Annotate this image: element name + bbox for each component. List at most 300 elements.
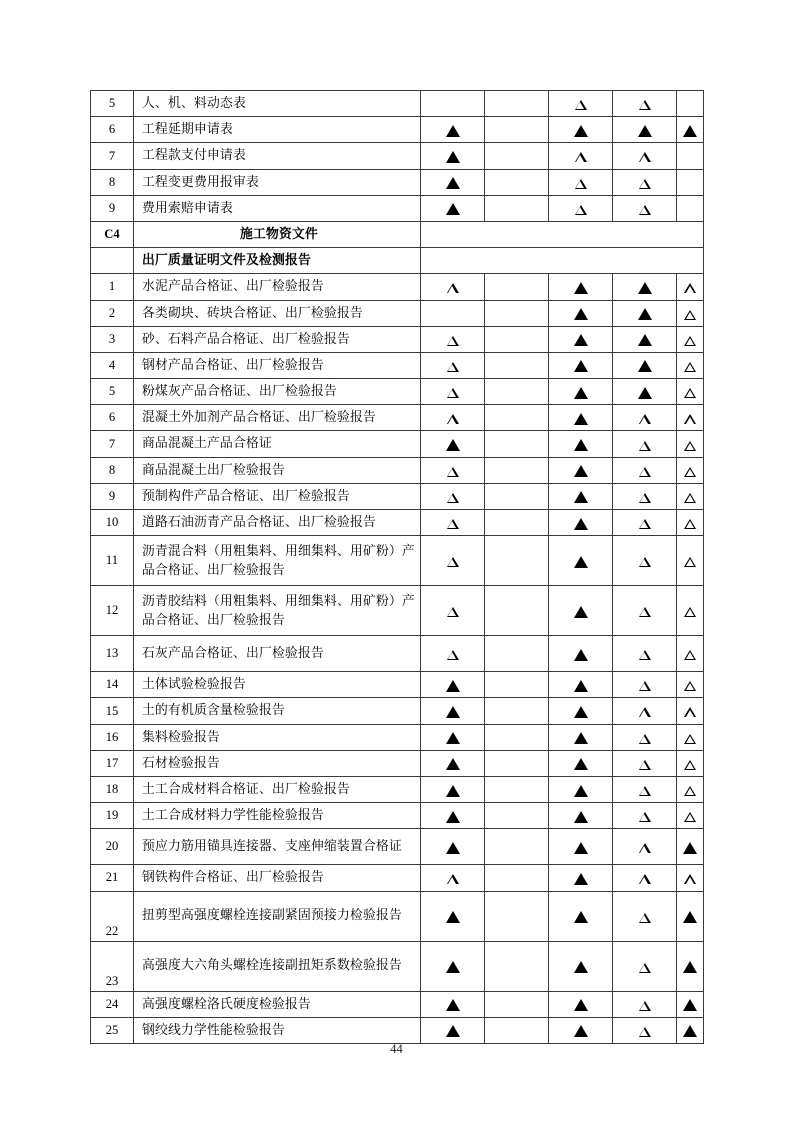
row-number-cell: 3 <box>91 326 134 352</box>
filled-triangle-icon <box>574 282 588 294</box>
open-triangle-icon <box>447 362 459 372</box>
symbol-cell <box>485 91 549 117</box>
filled-triangle-icon <box>574 360 588 372</box>
open-triangle-icon <box>575 205 587 215</box>
open-triangle-icon <box>684 388 696 398</box>
row-title-cell: 各类砌块、砖块合格证、出厂检验报告 <box>134 300 421 326</box>
table-row <box>91 803 704 829</box>
symbol-cell <box>549 143 613 169</box>
open-triangle-icon <box>684 650 696 660</box>
filled-triangle-icon <box>446 732 460 744</box>
symbol-cell <box>421 117 485 143</box>
table-row <box>91 941 704 991</box>
symbol-cell <box>485 379 549 405</box>
symbol-cell <box>677 1017 704 1043</box>
filled-triangle-icon <box>446 1025 460 1037</box>
filled-triangle-icon <box>574 706 588 718</box>
symbol-cell <box>613 143 677 169</box>
symbol-cell <box>549 941 613 991</box>
symbol-cell <box>613 195 677 221</box>
filled-triangle-icon <box>574 518 588 530</box>
open-triangle-icon <box>684 414 696 424</box>
symbol-cell <box>613 672 677 698</box>
row-number-cell: 1 <box>91 274 134 300</box>
filled-triangle-icon <box>638 334 652 346</box>
row-title-cell: 施工物资文件 <box>134 221 421 247</box>
section-blank-cell <box>421 221 704 247</box>
symbol-cell <box>485 169 549 195</box>
table-row <box>91 698 704 724</box>
symbol-cell <box>613 117 677 143</box>
symbol-cell <box>613 586 677 636</box>
symbol-cell <box>613 891 677 941</box>
open-triangle-icon <box>639 441 651 451</box>
row-number-cell: 25 <box>91 1017 134 1043</box>
row-number-cell: 6 <box>91 405 134 431</box>
row-number-cell: 4 <box>91 352 134 378</box>
open-triangle-icon <box>575 100 587 110</box>
open-triangle-icon <box>447 414 459 424</box>
open-triangle-icon <box>639 100 651 110</box>
symbol-cell <box>549 636 613 672</box>
table-row <box>91 117 704 143</box>
row-title-cell: 土体试验检验报告 <box>134 672 421 698</box>
symbol-cell <box>549 776 613 802</box>
table-row <box>91 891 704 941</box>
symbol-cell <box>485 457 549 483</box>
symbol-cell <box>613 1017 677 1043</box>
symbol-cell <box>677 326 704 352</box>
filled-triangle-icon <box>574 465 588 477</box>
open-triangle-icon <box>684 607 696 617</box>
open-triangle-icon <box>447 519 459 529</box>
table-row <box>91 750 704 776</box>
row-number-cell: C4 <box>91 221 134 247</box>
row-number-cell: 24 <box>91 991 134 1017</box>
symbol-cell <box>613 698 677 724</box>
row-number-cell: 19 <box>91 803 134 829</box>
symbol-cell <box>613 352 677 378</box>
row-number-cell: 10 <box>91 510 134 536</box>
open-triangle-icon <box>684 557 696 567</box>
filled-triangle-icon <box>638 125 652 137</box>
symbol-cell <box>549 724 613 750</box>
table-row <box>91 536 704 586</box>
symbol-cell <box>549 274 613 300</box>
construction-materials-document-table <box>90 90 704 1044</box>
symbol-cell <box>677 352 704 378</box>
symbol-cell <box>485 991 549 1017</box>
symbol-cell <box>677 991 704 1017</box>
symbol-cell <box>485 829 549 865</box>
filled-triangle-icon <box>446 439 460 451</box>
symbol-cell <box>677 891 704 941</box>
section-blank-cell <box>421 248 704 274</box>
symbol-cell <box>549 829 613 865</box>
open-triangle-icon <box>684 681 696 691</box>
row-title-cell: 商品混凝土产品合格证 <box>134 431 421 457</box>
symbol-cell <box>421 169 485 195</box>
symbol-cell <box>613 510 677 536</box>
filled-triangle-icon <box>446 151 460 163</box>
filled-triangle-icon <box>683 999 697 1011</box>
open-triangle-icon <box>684 734 696 744</box>
row-title-cell: 土工合成材料合格证、出厂检验报告 <box>134 776 421 802</box>
filled-triangle-icon <box>446 177 460 189</box>
row-number-cell: 17 <box>91 750 134 776</box>
row-title-cell: 石材检验报告 <box>134 750 421 776</box>
symbol-cell <box>677 750 704 776</box>
open-triangle-icon <box>447 607 459 617</box>
symbol-cell <box>421 865 485 891</box>
open-triangle-icon <box>575 179 587 189</box>
table-row <box>91 352 704 378</box>
filled-triangle-icon <box>574 911 588 923</box>
symbol-cell <box>677 941 704 991</box>
symbol-cell <box>677 169 704 195</box>
symbol-cell <box>613 300 677 326</box>
row-number-cell: 16 <box>91 724 134 750</box>
symbol-cell <box>421 379 485 405</box>
row-title-cell: 扭剪型高强度螺栓连接副紧固预接力检验报告 <box>134 891 421 941</box>
row-number-cell <box>91 248 134 274</box>
symbol-cell <box>677 274 704 300</box>
page-number: 44 <box>390 1042 403 1056</box>
symbol-cell <box>485 143 549 169</box>
symbol-cell <box>613 636 677 672</box>
filled-triangle-icon <box>574 999 588 1011</box>
row-number-cell: 22 <box>91 891 134 941</box>
symbol-cell <box>549 803 613 829</box>
filled-triangle-icon <box>446 680 460 692</box>
open-triangle-icon <box>684 707 696 717</box>
symbol-cell <box>677 483 704 509</box>
table-row <box>91 326 704 352</box>
symbol-cell <box>485 326 549 352</box>
symbol-cell <box>485 636 549 672</box>
symbol-cell <box>421 274 485 300</box>
row-title-cell: 钢绞线力学性能检验报告 <box>134 1017 421 1043</box>
filled-triangle-icon <box>574 785 588 797</box>
symbol-cell <box>421 1017 485 1043</box>
filled-triangle-icon <box>574 606 588 618</box>
table-row <box>91 248 704 274</box>
symbol-cell <box>485 510 549 536</box>
symbol-cell <box>549 169 613 195</box>
open-triangle-icon <box>639 607 651 617</box>
symbol-cell <box>421 457 485 483</box>
symbol-cell <box>421 991 485 1017</box>
symbol-cell <box>613 169 677 195</box>
open-triangle-icon <box>684 467 696 477</box>
symbol-cell <box>549 405 613 431</box>
filled-triangle-icon <box>574 308 588 320</box>
open-triangle-icon <box>684 812 696 822</box>
row-title-cell: 集料检验报告 <box>134 724 421 750</box>
symbol-cell <box>549 91 613 117</box>
open-triangle-icon <box>639 467 651 477</box>
table-row <box>91 431 704 457</box>
filled-triangle-icon <box>683 1025 697 1037</box>
filled-triangle-icon <box>574 758 588 770</box>
table-row <box>91 724 704 750</box>
symbol-cell <box>421 586 485 636</box>
table-body <box>91 91 704 1044</box>
table-row <box>91 991 704 1017</box>
row-number-cell: 5 <box>91 91 134 117</box>
open-triangle-icon <box>639 152 651 162</box>
row-title-cell: 沥青胶结料（用粗集料、用细集料、用矿粉）产品合格证、出厂检验报告 <box>134 586 421 636</box>
row-title-cell: 石灰产品合格证、出厂检验报告 <box>134 636 421 672</box>
open-triangle-icon <box>684 786 696 796</box>
open-triangle-icon <box>639 179 651 189</box>
symbol-cell <box>677 672 704 698</box>
open-triangle-icon <box>447 493 459 503</box>
row-title-cell: 预应力筋用锚具连接器、支座伸缩装置合格证 <box>134 829 421 865</box>
table-row <box>91 379 704 405</box>
open-triangle-icon <box>684 362 696 372</box>
symbol-cell <box>485 274 549 300</box>
symbol-cell <box>677 195 704 221</box>
open-triangle-icon <box>639 707 651 717</box>
symbol-cell <box>421 300 485 326</box>
row-title-cell: 钢材产品合格证、出厂检验报告 <box>134 352 421 378</box>
open-triangle-icon <box>639 414 651 424</box>
row-number-cell: 13 <box>91 636 134 672</box>
row-number-cell: 20 <box>91 829 134 865</box>
symbol-cell <box>485 1017 549 1043</box>
symbol-cell <box>613 750 677 776</box>
open-triangle-icon <box>447 283 459 293</box>
filled-triangle-icon <box>683 961 697 973</box>
filled-triangle-icon <box>446 911 460 923</box>
symbol-cell <box>421 803 485 829</box>
symbol-cell <box>677 776 704 802</box>
symbol-cell <box>421 510 485 536</box>
filled-triangle-icon <box>574 556 588 568</box>
symbol-cell <box>549 326 613 352</box>
symbol-cell <box>677 536 704 586</box>
open-triangle-icon <box>447 336 459 346</box>
row-number-cell: 7 <box>91 431 134 457</box>
table-row <box>91 776 704 802</box>
table-row <box>91 274 704 300</box>
symbol-cell <box>421 483 485 509</box>
table-row <box>91 91 704 117</box>
open-triangle-icon <box>639 913 651 923</box>
open-triangle-icon <box>639 493 651 503</box>
symbol-cell <box>421 776 485 802</box>
symbol-cell <box>613 941 677 991</box>
filled-triangle-icon <box>574 680 588 692</box>
symbol-cell <box>421 326 485 352</box>
symbol-cell <box>485 352 549 378</box>
open-triangle-icon <box>575 152 587 162</box>
open-triangle-icon <box>639 812 651 822</box>
filled-triangle-icon <box>446 203 460 215</box>
row-title-cell: 人、机、料动态表 <box>134 91 421 117</box>
row-title-cell: 沥青混合料（用粗集料、用细集料、用矿粉）产品合格证、出厂检验报告 <box>134 536 421 586</box>
symbol-cell <box>485 195 549 221</box>
row-title-cell: 混凝土外加剂产品合格证、出厂检验报告 <box>134 405 421 431</box>
symbol-cell <box>485 750 549 776</box>
symbol-cell <box>677 457 704 483</box>
symbol-cell <box>613 724 677 750</box>
open-triangle-icon <box>684 283 696 293</box>
open-triangle-icon <box>639 681 651 691</box>
row-title-cell: 土工合成材料力学性能检验报告 <box>134 803 421 829</box>
row-title-cell: 预制构件产品合格证、出厂检验报告 <box>134 483 421 509</box>
filled-triangle-icon <box>446 811 460 823</box>
symbol-cell <box>549 750 613 776</box>
open-triangle-icon <box>639 650 651 660</box>
symbol-cell <box>421 143 485 169</box>
filled-triangle-icon <box>683 842 697 854</box>
filled-triangle-icon <box>574 961 588 973</box>
symbol-cell <box>549 457 613 483</box>
symbol-cell <box>613 457 677 483</box>
symbol-cell <box>485 586 549 636</box>
symbol-cell <box>421 536 485 586</box>
filled-triangle-icon <box>574 811 588 823</box>
table-row <box>91 672 704 698</box>
symbol-cell <box>485 776 549 802</box>
symbol-cell <box>549 483 613 509</box>
row-title-cell: 高强度螺栓洛氏硬度检验报告 <box>134 991 421 1017</box>
symbol-cell <box>613 865 677 891</box>
symbol-cell <box>421 941 485 991</box>
open-triangle-icon <box>639 843 651 853</box>
table-row <box>91 300 704 326</box>
symbol-cell <box>677 636 704 672</box>
symbol-cell <box>613 431 677 457</box>
open-triangle-icon <box>639 1001 651 1011</box>
symbol-cell <box>677 300 704 326</box>
row-number-cell: 14 <box>91 672 134 698</box>
filled-triangle-icon <box>683 125 697 137</box>
symbol-cell <box>421 698 485 724</box>
symbol-cell <box>421 750 485 776</box>
filled-triangle-icon <box>574 413 588 425</box>
row-title-cell: 水泥产品合格证、出厂检验报告 <box>134 274 421 300</box>
row-number-cell: 21 <box>91 865 134 891</box>
row-title-cell: 费用索赔申请表 <box>134 195 421 221</box>
row-title-cell: 钢铁构件合格证、出厂检验报告 <box>134 865 421 891</box>
symbol-cell <box>549 865 613 891</box>
symbol-cell <box>485 865 549 891</box>
filled-triangle-icon <box>683 911 697 923</box>
filled-triangle-icon <box>574 439 588 451</box>
row-number-cell: 15 <box>91 698 134 724</box>
symbol-cell <box>677 803 704 829</box>
symbol-cell <box>613 483 677 509</box>
row-title-cell: 工程变更费用报审表 <box>134 169 421 195</box>
table-row <box>91 221 704 247</box>
symbol-cell <box>421 724 485 750</box>
symbol-cell <box>485 891 549 941</box>
symbol-cell <box>677 865 704 891</box>
table-row <box>91 586 704 636</box>
symbol-cell <box>549 300 613 326</box>
symbol-cell <box>485 117 549 143</box>
open-triangle-icon <box>639 1027 651 1037</box>
row-number-cell: 18 <box>91 776 134 802</box>
symbol-cell <box>421 405 485 431</box>
symbol-cell <box>485 803 549 829</box>
symbol-cell <box>421 431 485 457</box>
open-triangle-icon <box>639 874 651 884</box>
symbol-cell <box>549 431 613 457</box>
table-row <box>91 143 704 169</box>
row-number-cell: 23 <box>91 941 134 991</box>
row-number-cell: 5 <box>91 379 134 405</box>
open-triangle-icon <box>447 557 459 567</box>
row-title-cell: 粉煤灰产品合格证、出厂检验报告 <box>134 379 421 405</box>
open-triangle-icon <box>447 650 459 660</box>
symbol-cell <box>549 379 613 405</box>
symbol-cell <box>613 776 677 802</box>
symbol-cell <box>613 536 677 586</box>
filled-triangle-icon <box>446 842 460 854</box>
symbol-cell <box>677 379 704 405</box>
row-number-cell: 9 <box>91 195 134 221</box>
row-number-cell: 8 <box>91 169 134 195</box>
symbol-cell <box>421 91 485 117</box>
table-row <box>91 405 704 431</box>
filled-triangle-icon <box>574 1025 588 1037</box>
filled-triangle-icon <box>574 491 588 503</box>
open-triangle-icon <box>684 441 696 451</box>
symbol-cell <box>677 698 704 724</box>
symbol-cell <box>549 117 613 143</box>
filled-triangle-icon <box>574 387 588 399</box>
symbol-cell <box>485 941 549 991</box>
filled-triangle-icon <box>446 999 460 1011</box>
symbol-cell <box>613 803 677 829</box>
symbol-cell <box>421 891 485 941</box>
symbol-cell <box>613 274 677 300</box>
filled-triangle-icon <box>446 706 460 718</box>
symbol-cell <box>549 586 613 636</box>
filled-triangle-icon <box>574 842 588 854</box>
symbol-cell <box>677 431 704 457</box>
symbol-cell <box>485 698 549 724</box>
table-row <box>91 457 704 483</box>
table-row <box>91 829 704 865</box>
symbol-cell <box>677 117 704 143</box>
symbol-cell <box>613 91 677 117</box>
symbol-cell <box>549 672 613 698</box>
symbol-cell <box>677 586 704 636</box>
symbol-cell <box>613 379 677 405</box>
row-title-cell: 砂、石料产品合格证、出厂检验报告 <box>134 326 421 352</box>
filled-triangle-icon <box>638 387 652 399</box>
symbol-cell <box>421 195 485 221</box>
symbol-cell <box>421 352 485 378</box>
open-triangle-icon <box>639 557 651 567</box>
open-triangle-icon <box>639 786 651 796</box>
filled-triangle-icon <box>638 360 652 372</box>
row-title-cell: 高强度大六角头螺栓连接副扭矩系数检验报告 <box>134 941 421 991</box>
symbol-cell <box>549 352 613 378</box>
symbol-cell <box>549 698 613 724</box>
symbol-cell <box>677 405 704 431</box>
row-title-cell: 出厂质量证明文件及检测报告 <box>134 248 421 274</box>
open-triangle-icon <box>684 493 696 503</box>
open-triangle-icon <box>639 519 651 529</box>
symbol-cell <box>613 326 677 352</box>
filled-triangle-icon <box>574 873 588 885</box>
